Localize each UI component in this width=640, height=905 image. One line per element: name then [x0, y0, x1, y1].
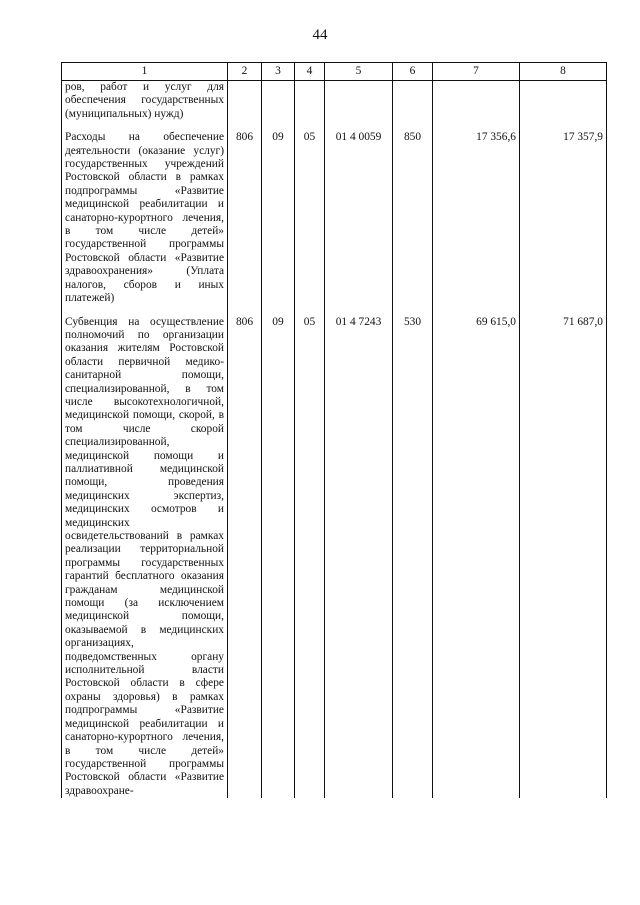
- row-code: [228, 81, 262, 122]
- row-expense-type: 850: [393, 121, 433, 305]
- row-section: 09: [262, 306, 295, 799]
- column-header: 4: [295, 63, 325, 81]
- row-target-article: [325, 81, 393, 122]
- table-row: [62, 81, 607, 122]
- table-header-row: [62, 63, 607, 81]
- row-target-article: 01 4 0059: [325, 121, 393, 305]
- row-value-2: 17 357,9: [520, 121, 607, 305]
- row-value-1: [433, 81, 520, 122]
- table-row: [62, 306, 607, 799]
- row-section: 09: [262, 121, 295, 305]
- column-header: 6: [393, 63, 433, 81]
- budget-table: [61, 62, 607, 798]
- column-header: 1: [62, 63, 228, 81]
- row-expense-type: [393, 81, 433, 122]
- row-code: 806: [228, 306, 262, 799]
- row-subsection: 05: [295, 121, 325, 305]
- row-description: Субвенция на осуществление полномочий по организации оказания жителям Ростовской области первичной медико-санитарной помощи, специализированной, в том числе высокотехнологичной, медицинской помощи, скорой, в том числе скорой специализированной, медицинской помощи и паллиативной медицинской помощи, проведения медицинских экспертиз, медицинских осмотров и медицинских освидетельствований в рамках реализации территориальной программы государственных гарантий бесплатного оказания гражданам медицинской помощи (за исключением медицинской помощи, оказываемой в медицинских организациях, подведомственных органу исполнительной власти Ростовской области в сфере охраны здоровья) в рамках подпрограммы «Развитие медицинской реабилитации и санаторно-курортного лечения, в том числе детей» государственной программы Ростовской области «Развитие здравоохране-: [62, 306, 228, 799]
- row-value-2: [520, 81, 607, 122]
- row-value-1: 17 356,6: [433, 121, 520, 305]
- row-subsection: 05: [295, 306, 325, 799]
- row-description: Расходы на обеспечение деятельности (оказание услуг) государственных учреждений Ростовской области в рамках подпрограммы «Развитие медицинской реабилитации и санаторно-курортного лечения, в том числе детей» государственной программы Ростовской области «Развитие здравоохранения» (Уплата налогов, сборов и иных платежей): [62, 121, 228, 305]
- column-header: 7: [433, 63, 520, 81]
- row-section: [262, 81, 295, 122]
- column-header: 8: [520, 63, 607, 81]
- row-code: 806: [228, 121, 262, 305]
- column-header: 2: [228, 63, 262, 81]
- page-number: 44: [312, 27, 328, 43]
- table-row: [62, 121, 607, 305]
- row-subsection: [295, 81, 325, 122]
- row-expense-type: 530: [393, 306, 433, 799]
- row-value-2: 71 687,0: [520, 306, 607, 799]
- column-header: 5: [325, 63, 393, 81]
- row-description: ров, работ и услуг для обеспечения государственных (муниципальных) нужд): [62, 81, 228, 122]
- row-value-1: 69 615,0: [433, 306, 520, 799]
- column-header: 3: [262, 63, 295, 81]
- row-target-article: 01 4 7243: [325, 306, 393, 799]
